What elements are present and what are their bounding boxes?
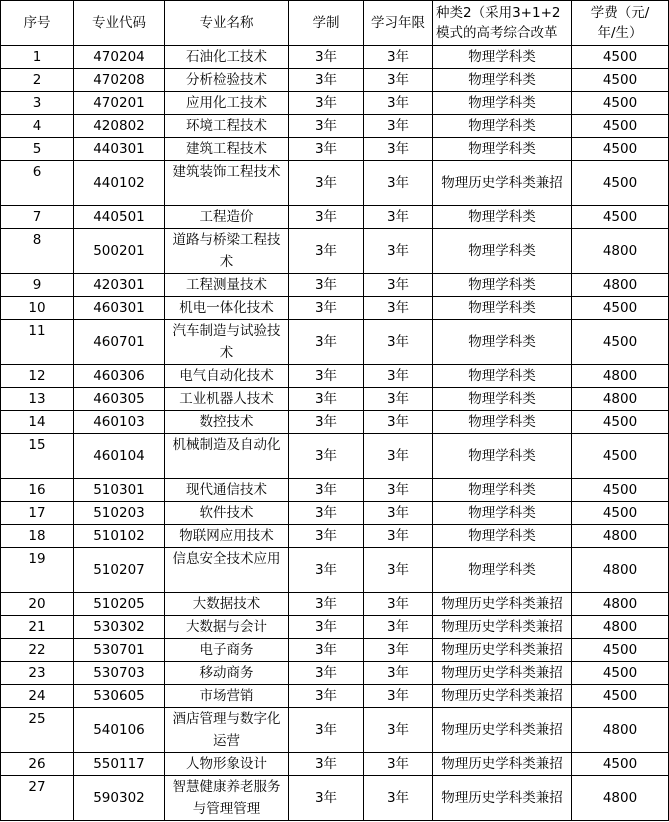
table-row [1, 115, 669, 138]
study-years: 3年 [364, 115, 433, 138]
major-name: 道路与桥梁工程技术 [165, 229, 289, 274]
subject-category: 物理历史学科类兼招 [433, 161, 572, 206]
program-duration: 3年 [289, 616, 364, 639]
table-row [1, 138, 669, 161]
row-number: 25 [1, 708, 74, 753]
subject-category: 物理学科类 [433, 138, 572, 161]
header-cell: 学习年限 [364, 1, 433, 46]
table-row [1, 753, 669, 776]
tuition-fee: 4500 [572, 138, 669, 161]
subject-category: 物理历史学科类兼招 [433, 685, 572, 708]
row-number: 22 [1, 639, 74, 662]
tuition-fee: 4800 [572, 274, 669, 297]
major-name: 机械制造及自动化 [165, 434, 289, 479]
row-number: 3 [1, 92, 74, 115]
tuition-fee: 4500 [572, 92, 669, 115]
program-duration: 3年 [289, 548, 364, 593]
row-number: 20 [1, 593, 74, 616]
table-row [1, 92, 669, 115]
subject-category: 物理学科类 [433, 320, 572, 365]
table-row [1, 662, 669, 685]
tuition-fee: 4500 [572, 434, 669, 479]
study-years: 3年 [364, 502, 433, 525]
study-years: 3年 [364, 753, 433, 776]
row-number: 9 [1, 274, 74, 297]
tuition-fee: 4800 [572, 776, 669, 821]
header-row [1, 1, 669, 46]
row-number: 2 [1, 69, 74, 92]
header-cell: 序号 [1, 1, 74, 46]
header-cell: 专业名称 [165, 1, 289, 46]
study-years: 3年 [364, 639, 433, 662]
study-years: 3年 [364, 411, 433, 434]
program-duration: 3年 [289, 502, 364, 525]
major-code: 440501 [74, 206, 165, 229]
study-years: 3年 [364, 206, 433, 229]
row-number: 1 [1, 46, 74, 69]
row-number: 18 [1, 525, 74, 548]
subject-category: 物理历史学科类兼招 [433, 616, 572, 639]
major-code: 510102 [74, 525, 165, 548]
subject-category: 物理学科类 [433, 548, 572, 593]
study-years: 3年 [364, 479, 433, 502]
major-code: 510207 [74, 548, 165, 593]
tuition-fee: 4500 [572, 69, 669, 92]
major-code: 470208 [74, 69, 165, 92]
table-row [1, 776, 669, 821]
major-name: 建筑工程技术 [165, 138, 289, 161]
table-row [1, 616, 669, 639]
program-duration: 3年 [289, 776, 364, 821]
subject-category: 物理学科类 [433, 502, 572, 525]
study-years: 3年 [364, 274, 433, 297]
subject-category: 物理学科类 [433, 388, 572, 411]
program-duration: 3年 [289, 320, 364, 365]
row-number: 6 [1, 161, 74, 206]
program-duration: 3年 [289, 662, 364, 685]
program-duration: 3年 [289, 411, 364, 434]
table-body [1, 46, 669, 821]
major-code: 510301 [74, 479, 165, 502]
table-row [1, 434, 669, 479]
tuition-fee: 4500 [572, 320, 669, 365]
subject-category: 物理学科类 [433, 46, 572, 69]
study-years: 3年 [364, 46, 433, 69]
table-row [1, 274, 669, 297]
study-years: 3年 [364, 320, 433, 365]
program-duration: 3年 [289, 161, 364, 206]
program-duration: 3年 [289, 593, 364, 616]
subject-category: 物理历史学科类兼招 [433, 753, 572, 776]
tuition-fee: 4800 [572, 616, 669, 639]
table-row [1, 229, 669, 274]
study-years: 3年 [364, 229, 433, 274]
major-code: 510205 [74, 593, 165, 616]
study-years: 3年 [364, 138, 433, 161]
program-duration: 3年 [289, 138, 364, 161]
tuition-fee: 4500 [572, 502, 669, 525]
program-duration: 3年 [289, 274, 364, 297]
major-name: 物联网应用技术 [165, 525, 289, 548]
major-name: 人物形象设计 [165, 753, 289, 776]
program-duration: 3年 [289, 685, 364, 708]
major-code: 460301 [74, 297, 165, 320]
program-duration: 3年 [289, 753, 364, 776]
study-years: 3年 [364, 161, 433, 206]
row-number: 27 [1, 776, 74, 821]
row-number: 7 [1, 206, 74, 229]
row-number: 13 [1, 388, 74, 411]
subject-category: 物理历史学科类兼招 [433, 593, 572, 616]
header-cell: 专业代码 [74, 1, 165, 46]
program-duration: 3年 [289, 639, 364, 662]
subject-category: 物理学科类 [433, 229, 572, 274]
subject-category: 物理学科类 [433, 479, 572, 502]
row-number: 10 [1, 297, 74, 320]
tuition-fee: 4500 [572, 685, 669, 708]
table-row [1, 479, 669, 502]
study-years: 3年 [364, 593, 433, 616]
major-name: 大数据技术 [165, 593, 289, 616]
major-name: 应用化工技术 [165, 92, 289, 115]
major-code: 460103 [74, 411, 165, 434]
tuition-fee: 4500 [572, 46, 669, 69]
row-number: 23 [1, 662, 74, 685]
row-number: 24 [1, 685, 74, 708]
subject-category: 物理历史学科类兼招 [433, 776, 572, 821]
program-duration: 3年 [289, 229, 364, 274]
tuition-fee: 4500 [572, 639, 669, 662]
subject-category: 物理学科类 [433, 274, 572, 297]
table-row [1, 685, 669, 708]
major-code: 460104 [74, 434, 165, 479]
program-duration: 3年 [289, 46, 364, 69]
study-years: 3年 [364, 92, 433, 115]
study-years: 3年 [364, 525, 433, 548]
table-row [1, 365, 669, 388]
subject-category: 物理历史学科类兼招 [433, 639, 572, 662]
tuition-fee: 4800 [572, 388, 669, 411]
major-code: 420802 [74, 115, 165, 138]
table-row [1, 708, 669, 753]
program-duration: 3年 [289, 92, 364, 115]
major-code: 420301 [74, 274, 165, 297]
row-number: 4 [1, 115, 74, 138]
major-code: 530703 [74, 662, 165, 685]
row-number: 26 [1, 753, 74, 776]
subject-category: 物理学科类 [433, 365, 572, 388]
study-years: 3年 [364, 388, 433, 411]
header-cell: 学费（元/年/生） [572, 1, 669, 46]
major-name: 工程造价 [165, 206, 289, 229]
program-duration: 3年 [289, 708, 364, 753]
major-code: 530302 [74, 616, 165, 639]
program-duration: 3年 [289, 365, 364, 388]
major-code: 540106 [74, 708, 165, 753]
major-code: 470201 [74, 92, 165, 115]
major-name: 电子商务 [165, 639, 289, 662]
row-number: 16 [1, 479, 74, 502]
major-name: 移动商务 [165, 662, 289, 685]
major-name: 信息安全技术应用 [165, 548, 289, 593]
subject-category: 物理学科类 [433, 434, 572, 479]
major-name: 智慧健康养老服务与管理管理 [165, 776, 289, 821]
table-row [1, 69, 669, 92]
subject-category: 物理学科类 [433, 92, 572, 115]
row-number: 19 [1, 548, 74, 593]
tuition-fee: 4500 [572, 479, 669, 502]
row-number: 11 [1, 320, 74, 365]
tuition-fee: 4800 [572, 229, 669, 274]
table-row [1, 388, 669, 411]
program-duration: 3年 [289, 434, 364, 479]
study-years: 3年 [364, 776, 433, 821]
row-number: 14 [1, 411, 74, 434]
header-cell: 学制 [289, 1, 364, 46]
study-years: 3年 [364, 69, 433, 92]
study-years: 3年 [364, 616, 433, 639]
major-code: 440102 [74, 161, 165, 206]
study-years: 3年 [364, 434, 433, 479]
subject-category: 物理学科类 [433, 297, 572, 320]
major-name: 大数据与会计 [165, 616, 289, 639]
program-duration: 3年 [289, 388, 364, 411]
table-row [1, 320, 669, 365]
subject-category: 物理学科类 [433, 411, 572, 434]
table-row [1, 206, 669, 229]
major-name: 酒店管理与数字化运营 [165, 708, 289, 753]
table-row [1, 502, 669, 525]
subject-category: 物理历史学科类兼招 [433, 662, 572, 685]
program-duration: 3年 [289, 115, 364, 138]
major-name: 石油化工技术 [165, 46, 289, 69]
major-code: 460305 [74, 388, 165, 411]
table-row [1, 593, 669, 616]
major-code: 440301 [74, 138, 165, 161]
table-row [1, 548, 669, 593]
study-years: 3年 [364, 365, 433, 388]
major-name: 数控技术 [165, 411, 289, 434]
major-name: 工程测量技术 [165, 274, 289, 297]
table-row [1, 161, 669, 206]
major-code: 530701 [74, 639, 165, 662]
subject-category: 物理历史学科类兼招 [433, 708, 572, 753]
tuition-fee: 4500 [572, 662, 669, 685]
major-name: 电气自动化技术 [165, 365, 289, 388]
tuition-fee: 4500 [572, 753, 669, 776]
tuition-fee: 4500 [572, 161, 669, 206]
program-duration: 3年 [289, 69, 364, 92]
subject-category: 物理学科类 [433, 525, 572, 548]
row-number: 8 [1, 229, 74, 274]
tuition-fee: 4500 [572, 411, 669, 434]
program-duration: 3年 [289, 297, 364, 320]
major-name: 现代通信技术 [165, 479, 289, 502]
program-duration: 3年 [289, 525, 364, 548]
table-row [1, 411, 669, 434]
subject-category: 物理学科类 [433, 69, 572, 92]
major-name: 机电一体化技术 [165, 297, 289, 320]
study-years: 3年 [364, 548, 433, 593]
major-name: 软件技术 [165, 502, 289, 525]
major-code: 460306 [74, 365, 165, 388]
major-name: 市场营销 [165, 685, 289, 708]
row-number: 15 [1, 434, 74, 479]
tuition-fee: 4800 [572, 548, 669, 593]
major-name: 汽车制造与试验技术 [165, 320, 289, 365]
row-number: 17 [1, 502, 74, 525]
study-years: 3年 [364, 662, 433, 685]
header-cell: 种类2（采用3+1+2模式的高考综合改革 [433, 1, 572, 46]
table-row [1, 639, 669, 662]
major-code: 530605 [74, 685, 165, 708]
major-name: 环境工程技术 [165, 115, 289, 138]
table-row [1, 297, 669, 320]
tuition-fee: 4800 [572, 365, 669, 388]
row-number: 21 [1, 616, 74, 639]
major-code: 500201 [74, 229, 165, 274]
major-name: 建筑装饰工程技术 [165, 161, 289, 206]
tuition-fee: 4500 [572, 115, 669, 138]
tuition-fee: 4800 [572, 708, 669, 753]
row-number: 12 [1, 365, 74, 388]
major-code: 590302 [74, 776, 165, 821]
row-number: 5 [1, 138, 74, 161]
tuition-fee: 4500 [572, 206, 669, 229]
table-row [1, 46, 669, 69]
major-code: 460701 [74, 320, 165, 365]
major-code: 550117 [74, 753, 165, 776]
subject-category: 物理学科类 [433, 206, 572, 229]
study-years: 3年 [364, 708, 433, 753]
study-years: 3年 [364, 685, 433, 708]
program-duration: 3年 [289, 479, 364, 502]
tuition-fee: 4800 [572, 525, 669, 548]
tuition-fee: 4800 [572, 593, 669, 616]
program-duration: 3年 [289, 206, 364, 229]
table-row [1, 525, 669, 548]
major-name: 分析检验技术 [165, 69, 289, 92]
study-years: 3年 [364, 297, 433, 320]
subject-category: 物理学科类 [433, 115, 572, 138]
major-code: 470204 [74, 46, 165, 69]
major-name: 工业机器人技术 [165, 388, 289, 411]
tuition-fee: 4500 [572, 297, 669, 320]
major-code: 510203 [74, 502, 165, 525]
